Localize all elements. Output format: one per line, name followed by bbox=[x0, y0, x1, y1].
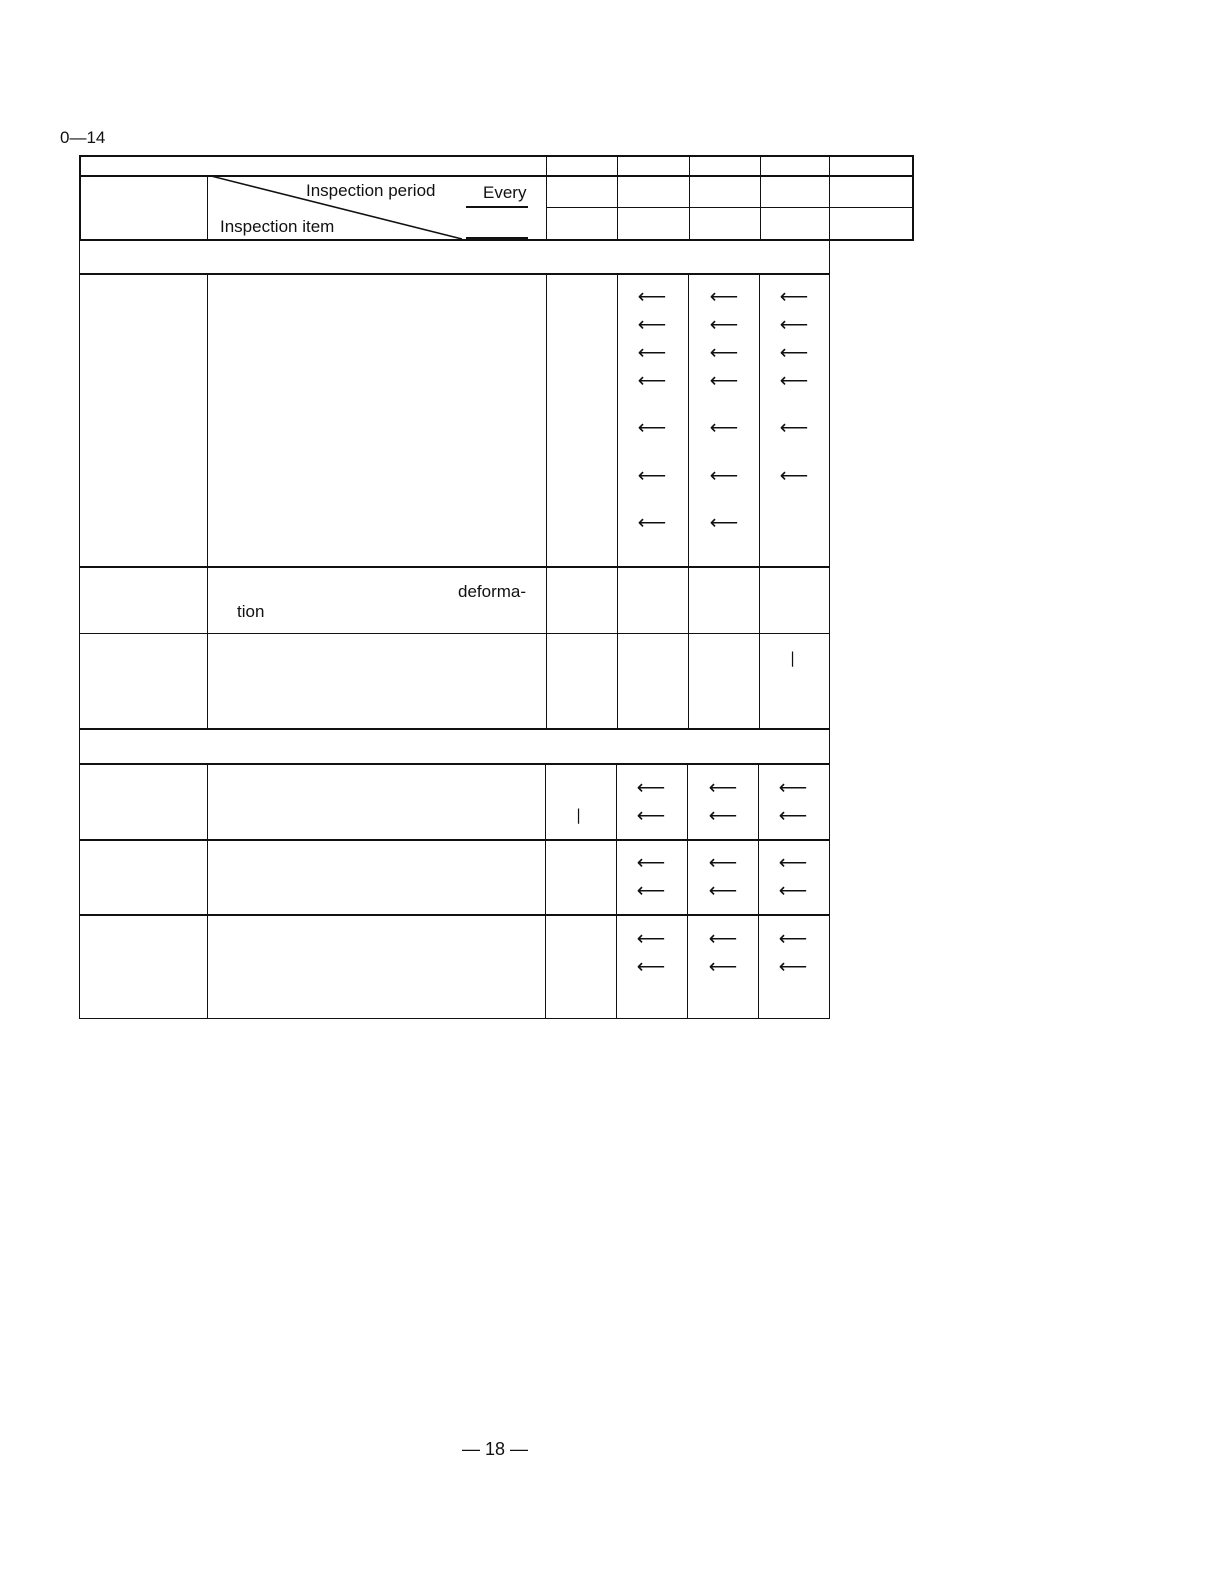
arrow-mark: ⟵ bbox=[709, 512, 739, 534]
arrow-mark: ⟵ bbox=[637, 342, 667, 364]
arrow-mark: ⟵ bbox=[637, 286, 667, 308]
inspection-item-label: Inspection item bbox=[220, 217, 335, 236]
tick-mark: | bbox=[790, 649, 796, 667]
arrow-mark: ⟵ bbox=[708, 956, 738, 978]
page-number: — 18 — bbox=[462, 1439, 529, 1459]
arrow-mark: ⟵ bbox=[709, 465, 739, 487]
arrow-mark: ⟵ bbox=[709, 417, 739, 439]
arrow-mark: ⟵ bbox=[636, 928, 666, 950]
arrow-mark: ⟵ bbox=[779, 465, 809, 487]
arrow-mark: ⟵ bbox=[708, 805, 738, 827]
row-text-tion: tion bbox=[237, 602, 265, 621]
section-label: 0—14 bbox=[60, 128, 106, 147]
arrow-mark: ⟵ bbox=[637, 314, 667, 336]
arrow-mark: ⟵ bbox=[778, 880, 808, 902]
arrow-mark: ⟵ bbox=[708, 777, 738, 799]
arrow-mark: ⟵ bbox=[778, 777, 808, 799]
arrow-mark: ⟵ bbox=[636, 805, 666, 827]
arrow-mark: ⟵ bbox=[708, 852, 738, 874]
arrow-mark: ⟵ bbox=[636, 852, 666, 874]
row-text-deforma: deforma- bbox=[458, 582, 527, 601]
arrow-mark: ⟵ bbox=[709, 370, 739, 392]
arrow-mark: ⟵ bbox=[637, 512, 667, 534]
arrow-mark: ⟵ bbox=[779, 417, 809, 439]
arrow-mark: ⟵ bbox=[779, 286, 809, 308]
arrow-mark: ⟵ bbox=[709, 342, 739, 364]
arrow-mark: ⟵ bbox=[778, 852, 808, 874]
arrow-mark: ⟵ bbox=[779, 314, 809, 336]
arrow-mark: ⟵ bbox=[708, 880, 738, 902]
arrow-mark: ⟵ bbox=[779, 342, 809, 364]
arrow-mark: ⟵ bbox=[778, 956, 808, 978]
arrow-mark: ⟵ bbox=[778, 805, 808, 827]
tick-mark: | bbox=[576, 806, 582, 824]
every-label: Every bbox=[483, 183, 527, 202]
arrow-mark: ⟵ bbox=[709, 286, 739, 308]
arrow-mark: ⟵ bbox=[779, 370, 809, 392]
arrow-mark: ⟵ bbox=[637, 370, 667, 392]
arrow-mark: ⟵ bbox=[637, 417, 667, 439]
arrow-mark: ⟵ bbox=[709, 314, 739, 336]
arrow-mark: ⟵ bbox=[636, 956, 666, 978]
arrow-mark: ⟵ bbox=[778, 928, 808, 950]
arrow-mark: ⟵ bbox=[708, 928, 738, 950]
arrow-mark: ⟵ bbox=[637, 465, 667, 487]
arrow-mark: ⟵ bbox=[636, 880, 666, 902]
inspection-period-label: Inspection period bbox=[306, 181, 436, 200]
arrow-mark: ⟵ bbox=[636, 777, 666, 799]
